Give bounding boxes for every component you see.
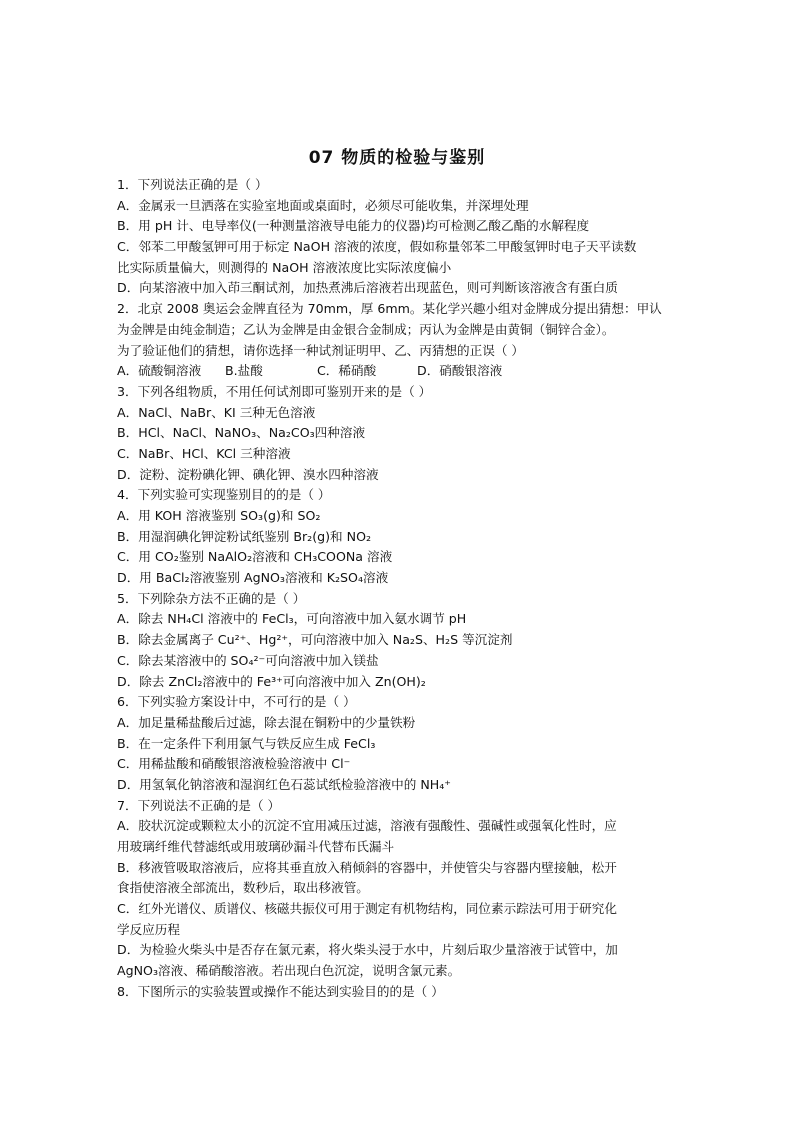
question-5-option-c: C．除去某溶液中的 SO₄²⁻可向溶液中加入镁盐: [117, 652, 379, 668]
question-2-option-c: C．稀硝酸: [317, 363, 377, 379]
question-5-stem: 5．下列除杂方法不正确的是（ ）: [117, 590, 306, 606]
question-1-stem: 1．下列说法正确的是（ ）: [117, 177, 268, 192]
question-7-option-a-cont: 用玻璃纤维代替滤纸或用玻璃砂漏斗代替布氏漏斗: [117, 839, 395, 854]
question-1-option-c: C．邻苯二甲酸氢钾可用于标定 NaOH 溶液的浓度，假如称量邻苯二甲酸氢钾时电子天平读数: [117, 239, 637, 255]
question-6-option-d: D．用氢氧化钠溶液和湿润红色石蕊试纸检验溶液中的 NH₄⁺: [117, 776, 451, 792]
question-2-options: [117, 361, 682, 382]
question-3-option-b: B．HCl、NaCl、NaNO₃、Na₂CO₃四种溶液: [117, 425, 366, 441]
question-7-stem: 7．下列说法不正确的是（ ）: [117, 797, 281, 813]
question-2-option-d: D．硝酸银溶液: [417, 363, 503, 379]
question-8-stem: 8．下图所示的实验装置或操作不能达到实验目的的是（ ）: [117, 983, 444, 999]
question-2-stem-cont: 为了验证他们的猜想，请你选择一种试剂证明甲、乙、丙猜想的正误（ ）: [117, 342, 525, 358]
question-3-option-d: D．淀粉、淀粉碘化钾、碘化钾、溴水四种溶液: [117, 466, 379, 482]
question-3-option-a: A．NaCl、NaBr、KI 三种无色溶液: [117, 404, 316, 420]
question-6-option-b: B．在一定条件下利用氯气与铁反应生成 FeCl₃: [117, 735, 376, 751]
question-6-stem: 6．下列实验方案设计中，不可行的是（ ）: [117, 694, 356, 710]
question-1-option-b: B．用 pH 计、电导率仪(一种测量溶液导电能力的仪器)均可检测乙酸乙酯的水解程度: [117, 218, 590, 234]
question-4-option-b: B．用湿润碘化钾淀粉试纸鉴别 Br₂(g)和 NO₂: [117, 528, 372, 544]
question-7-option-a: A．胶状沉淀或颗粒太小的沉淀不宜用减压过滤，溶液有强酸性、强碱性或强氧化性时，应: [117, 818, 617, 834]
question-1-option-c-cont: 比实际质量偏大，则测得的 NaOH 溶液浓度比实际浓度偏小: [117, 259, 452, 275]
question-7-option-d-cont: AgNO₃溶液、稀硝酸溶液。若出现白色沉淀，说明含氯元素。: [117, 963, 461, 979]
question-3-stem: 3．下列各组物质，不用任何试剂即可鉴别开来的是（ ）: [117, 383, 432, 399]
document-title: 07 物质的检验与鉴别: [308, 148, 486, 168]
question-4-option-a: A．用 KOH 溶液鉴别 SO₃(g)和 SO₂: [117, 508, 321, 523]
question-7-option-c: C．红外光谱仪、质谱仪、核磁共振仪可用于测定有机物结构，同位素示踪法可用于研究化: [117, 901, 617, 917]
question-2-stem: 2．北京 2008 奥运会金牌直径为 70mm，厚 6mm。某化学兴趣小组对金牌成分提出猜想：甲认: [117, 301, 662, 317]
question-7-option-b-cont: 食指使溶液全部流出，数秒后，取出移液管。: [117, 880, 369, 896]
question-5-option-d: D．除去 ZnCl₂溶液中的 Fe³⁺可向溶液中加入 Zn(OH)₂: [117, 673, 426, 689]
question-1-option-d: D．向某溶液中加入茚三酮试剂，加热煮沸后溶液若出现蓝色，则可判断该溶液含有蛋白质: [117, 280, 618, 296]
question-2-stem-cont: 为金牌是由纯金制造；乙认为金牌是由金银合金制成；丙认为金牌是由黄铜（铜锌合金）。: [117, 321, 615, 337]
question-7-option-c-cont: 学反应历程: [117, 921, 180, 937]
question-1-option-a: A．金属汞一旦洒落在实验室地面或桌面时，必须尽可能收集，并深埋处理: [117, 197, 529, 213]
question-4-option-c: C．用 CO₂鉴别 NaAlO₂溶液和 CH₃COONa 溶液: [117, 549, 393, 565]
question-6-option-c: C．用稀盐酸和硝酸银溶液检验溶液中 Cl⁻: [117, 756, 351, 772]
question-5-option-b: B．除去金属离子 Cu²⁺、Hg²⁺，可向溶液中加入 Na₂S、H₂S 等沉淀剂: [117, 632, 513, 648]
question-3-option-c: C．NaBr、HCl、KCl 三种溶液: [117, 445, 291, 461]
question-4-option-d: D．用 BaCl₂溶液鉴别 AgNO₃溶液和 K₂SO₄溶液: [117, 570, 389, 586]
question-7-option-d: D．为检验火柴头中是否存在氯元素，将火柴头浸于水中，片刻后取少量溶液于试管中，加: [117, 942, 618, 958]
question-4-stem: 4．下列实验可实现鉴别目的的是（ ）: [117, 487, 331, 503]
question-5-option-a: A．除去 NH₄Cl 溶液中的 FeCl₃，可向溶液中加入氨水调节 pH: [117, 611, 467, 627]
question-7-option-b: B．移液管吸取溶液后，应将其垂直放入稍倾斜的容器中，并使管尖与容器内壁接触，松开: [117, 859, 617, 875]
question-2-option-a: A．硫酸铜溶液: [117, 363, 202, 379]
question-2-option-b: B.盐酸: [225, 363, 263, 379]
question-6-option-a: A．加足量稀盐酸后过滤，除去混在铜粉中的少量铁粉: [117, 714, 416, 730]
question-body: [117, 175, 682, 1003]
